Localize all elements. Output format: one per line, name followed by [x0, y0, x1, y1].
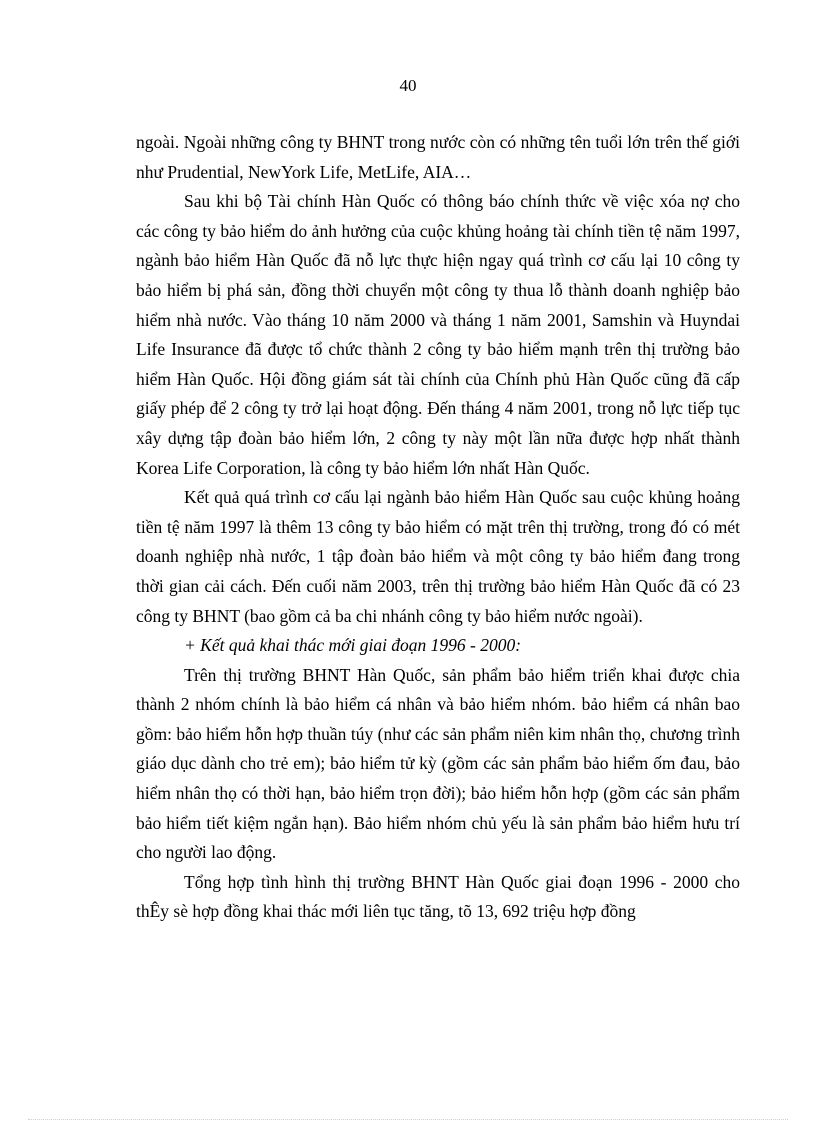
- paragraph-product-groups: Trên thị trường BHNT Hàn Quốc, sản phẩm bảo hiểm triển khai được chia thành 2 nhóm chính là bảo hiểm cá nhân và bảo hiểm nhóm. bảo hiểm cá nhân bao gồm: bảo hiểm hỗn hợp thuần túy (như các sản phẩm niên kim nhân thọ, chương trình giáo dục dành cho trẻ em); bảo hiểm tử kỳ (gồm các sản phẩm bảo hiểm ốm đau, bảo hiểm nhân thọ có thời hạn, bảo hiểm trọn đời); bảo hiểm hỗn hợp (gồm các sản phẩm bảo hiểm tiết kiệm ngắn hạn). Bảo hiểm nhóm chủ yếu là sản phẩm bảo hiểm hưu trí cho người lao động.: [136, 664, 740, 863]
- document-body: [136, 128, 740, 927]
- page-bottom-divider: [28, 1119, 788, 1120]
- page-number: 40: [399, 76, 417, 95]
- paragraph-restructuring-result: Kết quả quá trình cơ cấu lại ngành bảo hiểm Hàn Quốc sau cuộc khủng hoảng tiền tệ năm 1997 là thêm 13 công ty bảo hiểm có mặt trên thị trường, trong đó có mét doanh nghiệp nhà nước, 1 tập đoàn bảo hiểm và một công ty bảo hiểm đang trong thời gian cải cách. Đến cuối năm 2003, trên thị trường bảo hiểm Hàn Quốc đã có 23 công ty BHNT (bao gồm cả ba chi nhánh công ty bảo hiểm nước ngoài).: [136, 487, 740, 626]
- paragraph-summary: Tổng hợp tình hình thị trường BHNT Hàn Quốc giai đoạn 1996 - 2000 cho thÊy sè hợp đồng khai thác mới liên tục tăng, tõ 13, 692 triệu hợp đồng: [136, 871, 740, 922]
- paragraph-continuation: ngoài. Ngoài những công ty BHNT trong nước còn có những tên tuổi lớn trên thế giới như Prudential, NewYork Life, MetLife, AIA…: [136, 132, 740, 182]
- section-heading: + Kết quả khai thác mới giai đoạn 1996 - 2000:: [184, 635, 522, 656]
- paragraph-debt-write-off: Sau khi bộ Tài chính Hàn Quốc có thông báo chính thức về việc xóa nợ cho các công ty bảo hiểm do ảnh hưởng của cuộc khủng hoảng tài chính tiền tệ năm 1997, ngành bảo hiểm Hàn Quốc đã nỗ lực thực hiện ngay quá trình cơ cấu lại 10 công ty bảo hiểm bị phá sản, đồng thời chuyển một công ty thua lỗ thành doanh nghiệp bảo hiểm nhà nước. Vào tháng 10 năm 2000 và tháng 1 năm 2001, Samshin và Huyndai Life Insurance đã được tổ chức thành 2 công ty bảo hiểm mạnh trên thị trường bảo hiểm Hàn Quốc. Hội đồng giám sát tài chính của Chính phủ Hàn Quốc cũng đã cấp giấy phép để 2 công ty trở lại hoạt động. Đến tháng 4 năm 2001, trong nỗ lực tiếp tục xây dựng tập đoàn bảo hiểm lớn, 2 công ty này một lần nữa được hợp nhất thành Korea Life Corporation, là công ty bảo hiểm lớn nhất Hàn Quốc.: [136, 191, 740, 478]
